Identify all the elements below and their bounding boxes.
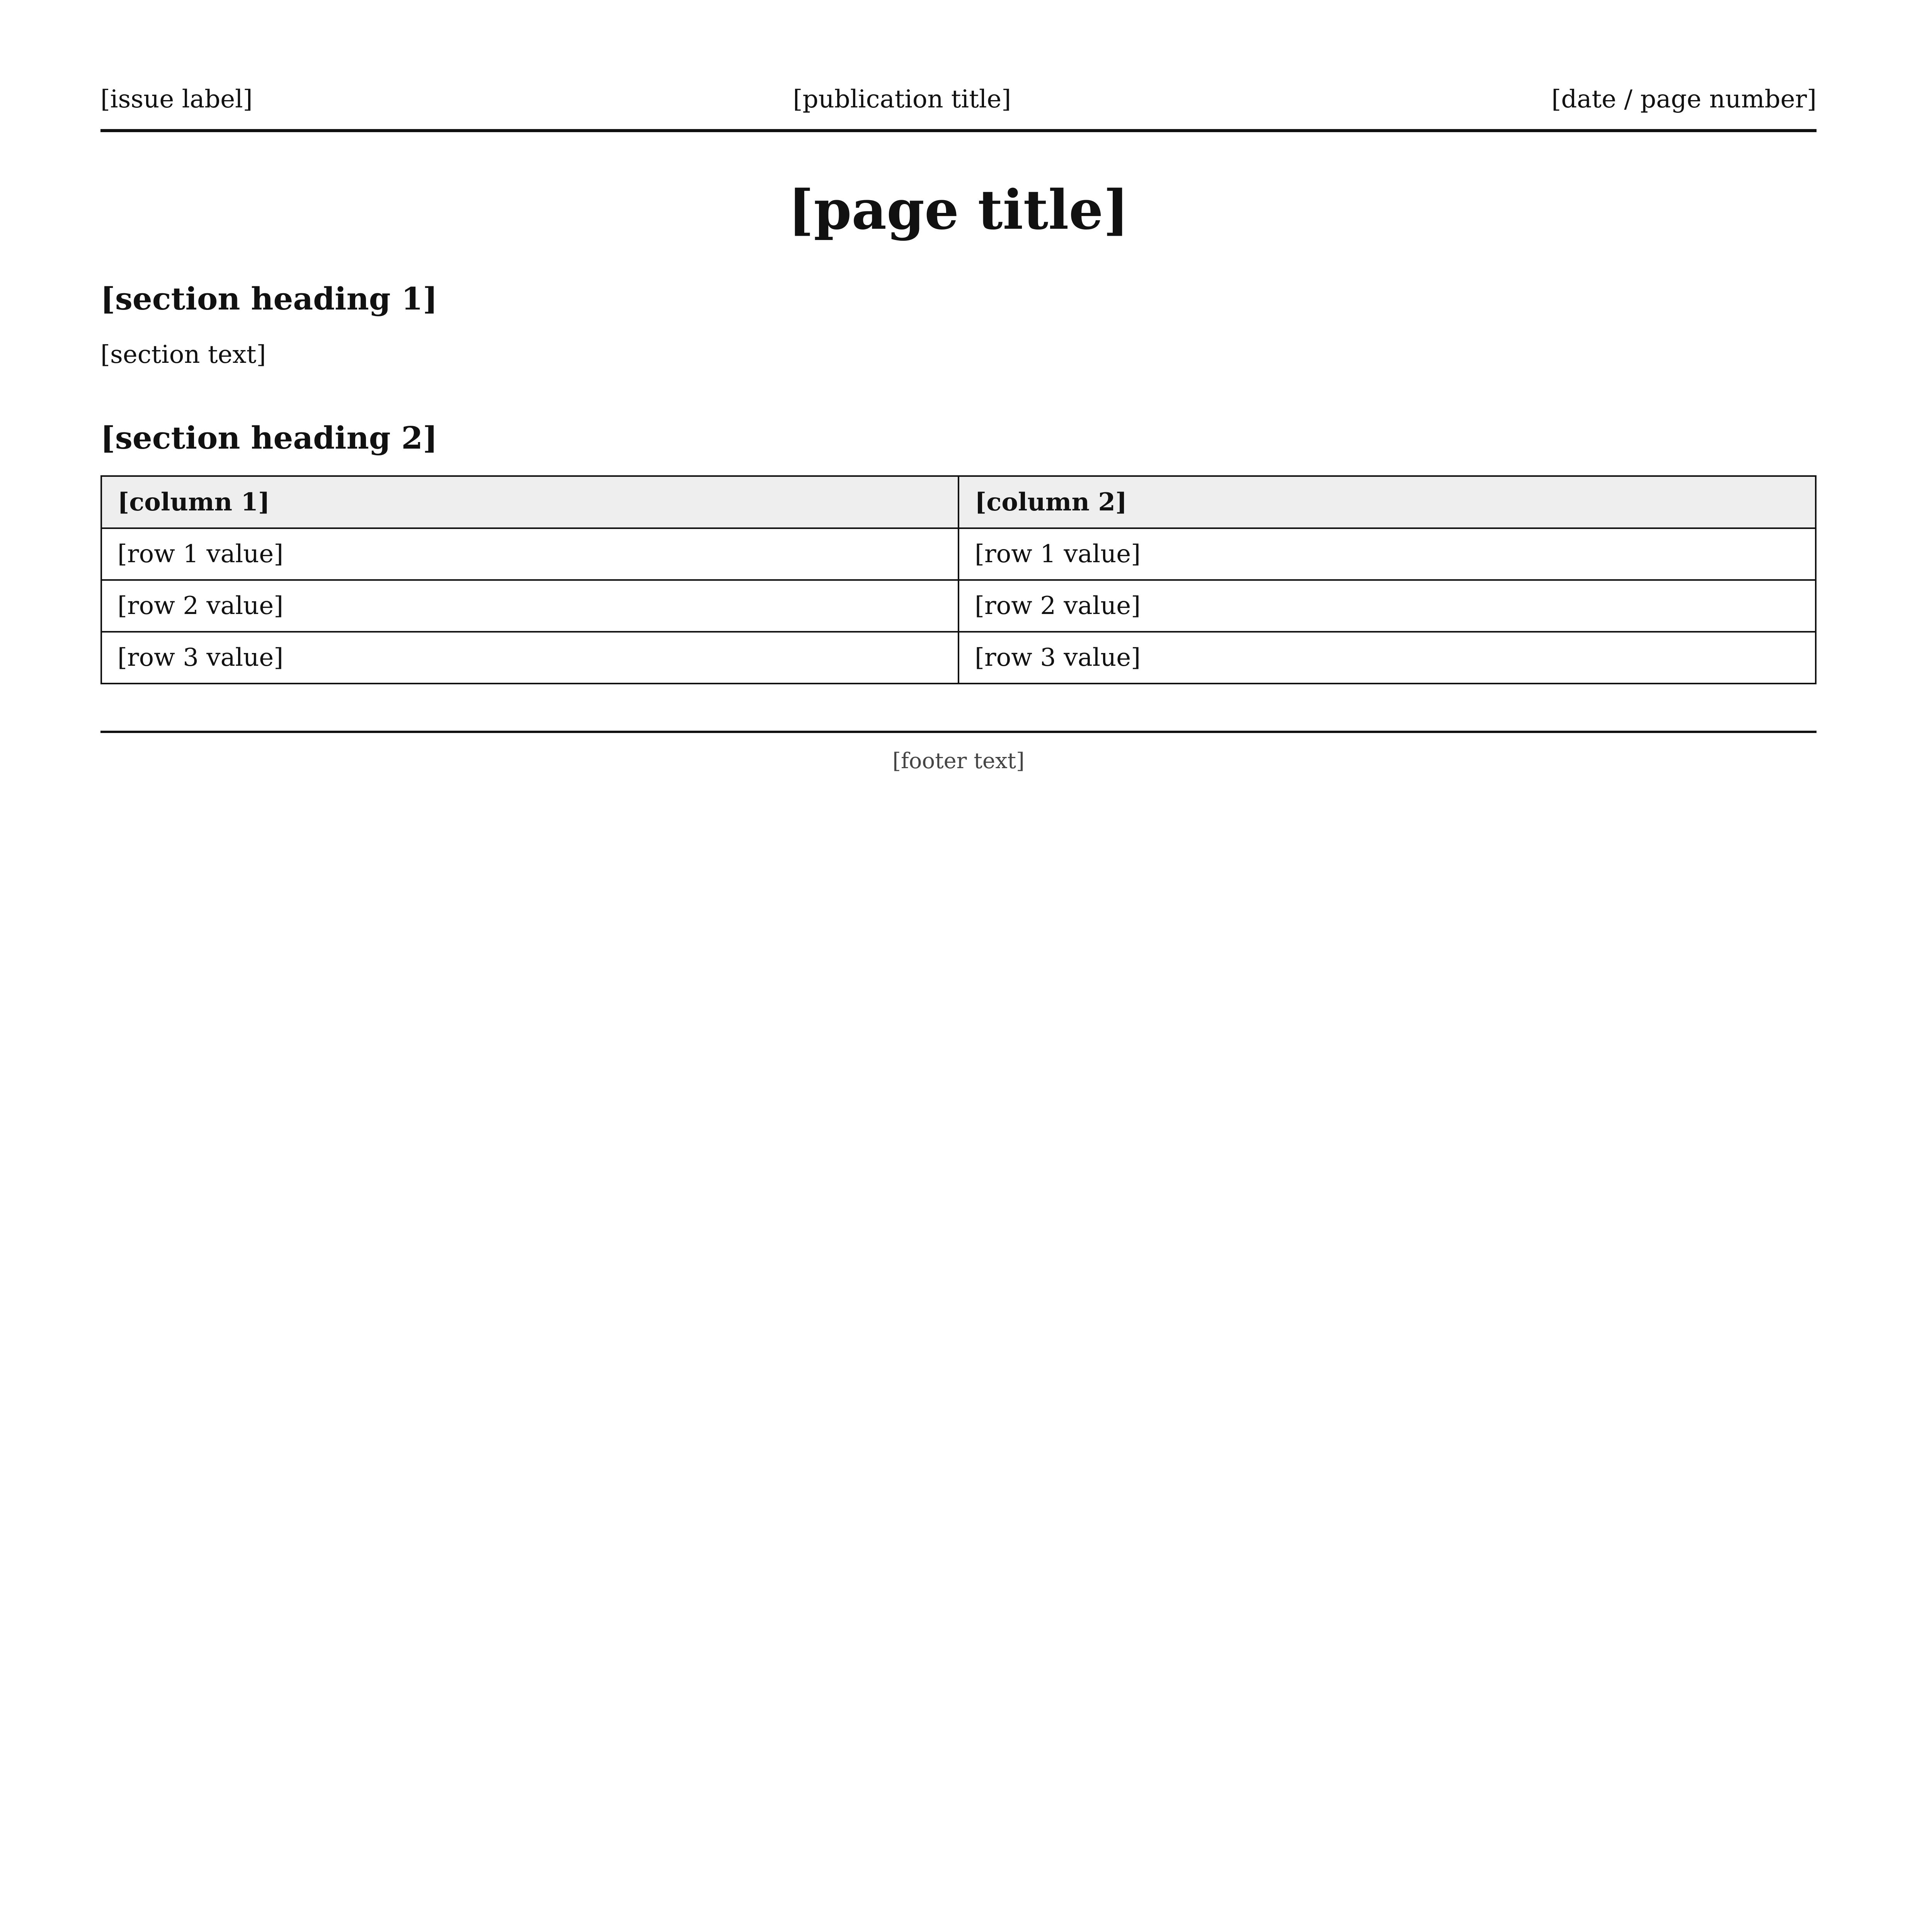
- section: [100, 420, 1817, 684]
- issue-label: [issue label]: [100, 85, 253, 114]
- table-header-cell: [column 2]: [958, 476, 1816, 528]
- table-cell: [row 3 value]: [958, 632, 1816, 684]
- table-cell: [row 1 value]: [958, 528, 1816, 580]
- table-row: [101, 632, 1816, 684]
- table-cell: [row 1 value]: [101, 528, 958, 580]
- table-cell: [row 3 value]: [101, 632, 958, 684]
- table-row: [101, 580, 1816, 632]
- page-date: [date / page number]: [1551, 85, 1817, 114]
- page-title: [page title]: [788, 179, 1129, 242]
- data-table: [100, 475, 1817, 684]
- section-heading: [section heading 2]: [100, 420, 438, 456]
- page-header: [100, 85, 1817, 132]
- table-header-row: [101, 476, 1816, 528]
- table-header-cell: [column 1]: [101, 476, 958, 528]
- section-heading: [section heading 1]: [100, 281, 438, 317]
- section: [100, 281, 1817, 373]
- table-cell: [row 2 value]: [101, 580, 958, 632]
- publication-title: [publication title]: [793, 85, 1011, 114]
- section-body: [section text]: [100, 340, 266, 369]
- footer-text: [footer text]: [892, 748, 1025, 774]
- table-cell: [row 2 value]: [958, 580, 1816, 632]
- table-row: [101, 528, 1816, 580]
- page-footer: [100, 731, 1817, 774]
